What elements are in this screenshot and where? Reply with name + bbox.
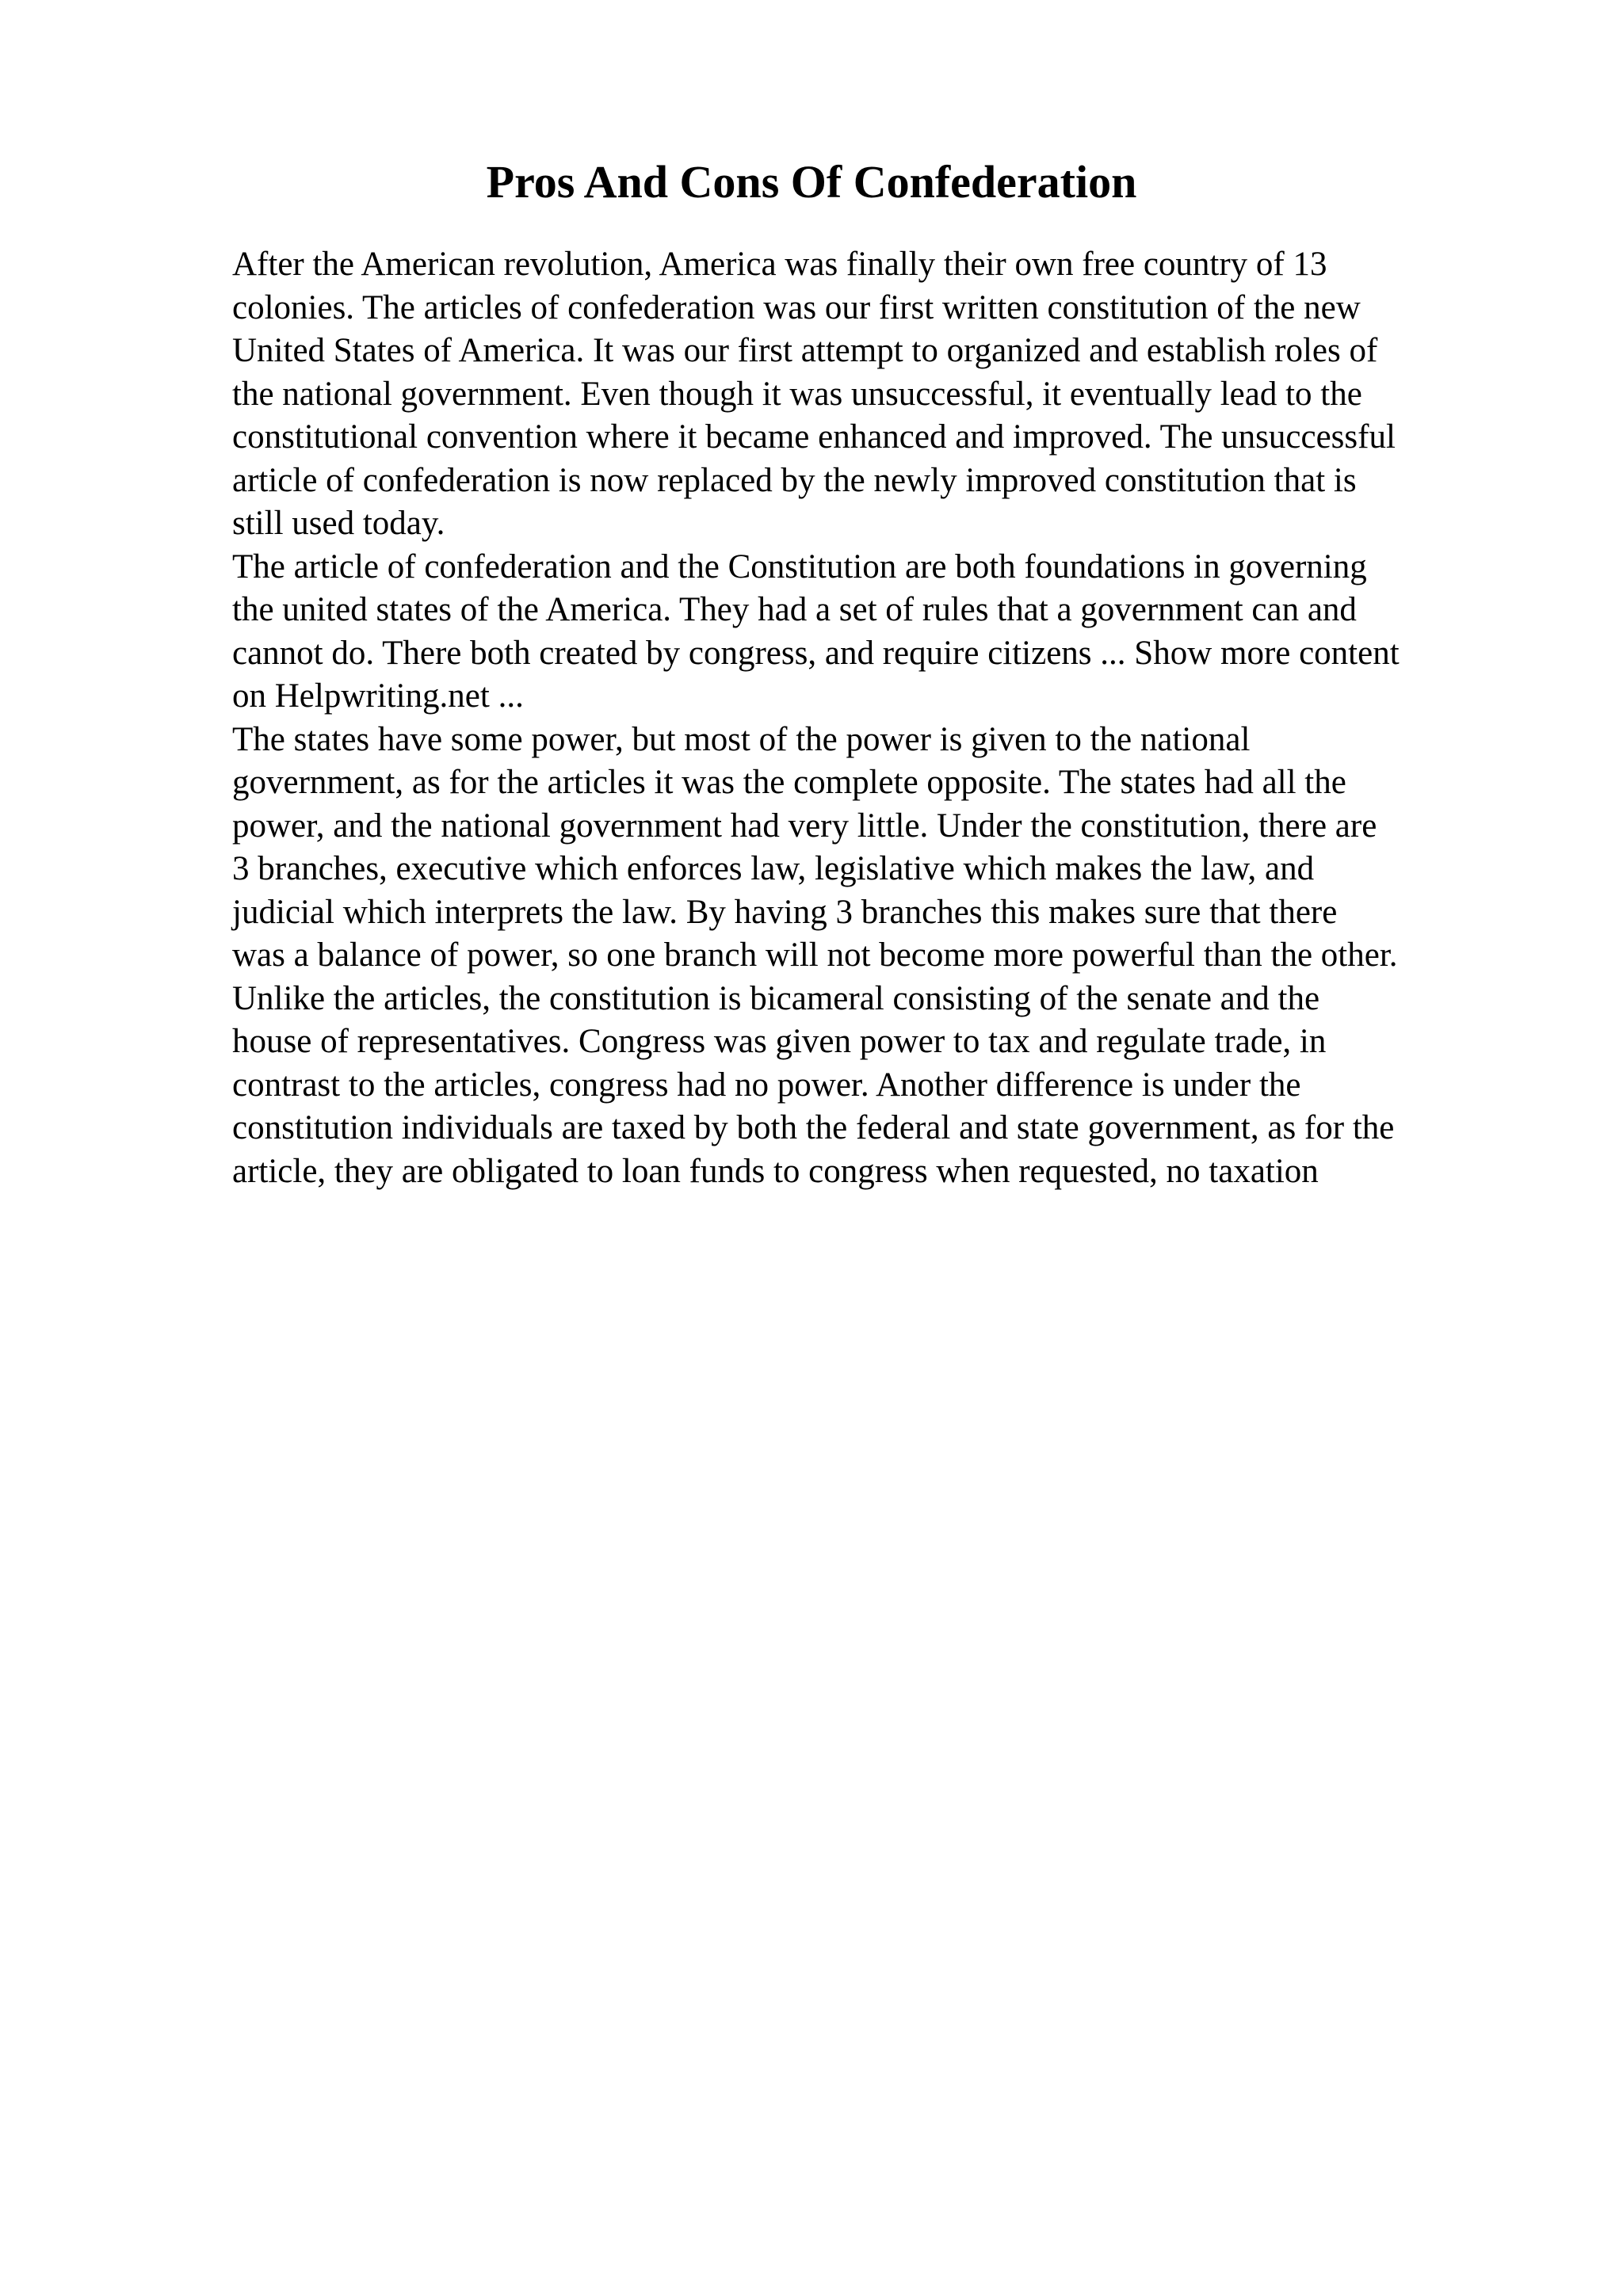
paragraph-line: The article of confederation and the Constitution are both foundations in governing xyxy=(232,547,1367,585)
paragraph-line: United States of America. It was our first attempt to organized and establish roles of xyxy=(232,332,1378,369)
paragraph-line: government, as for the articles it was the complete opposite. The states had all the xyxy=(232,764,1346,801)
paragraph-line: colonies. The articles of confederation was our first written constitution of the new xyxy=(232,288,1361,326)
document-title: Pros And Cons Of Confederation xyxy=(486,156,1137,208)
paragraph-line: After the American revolution, America was finally their own free country of 13 xyxy=(232,246,1327,283)
paragraph-line: house of representatives. Congress was given power to tax and regulate trade, in xyxy=(232,1023,1327,1060)
paragraph-line: 3 branches, executive which enforces law, legislative which makes the law, and xyxy=(232,850,1315,887)
paragraph-line: on Helpwriting.net ... xyxy=(232,677,524,715)
paragraph-line: judicial which interprets the law. By having 3 branches this makes sure that there xyxy=(232,893,1338,931)
paragraph-line: article of confederation is now replaced by the newly improved constitution that is xyxy=(232,461,1357,499)
paragraph-line: the national government. Even though it was unsuccessful, it eventually lead to the xyxy=(232,375,1362,413)
paragraph-1 xyxy=(232,243,1500,546)
paragraph-line: was a balance of power, so one branch will not become more powerful than the other. xyxy=(232,936,1398,974)
paragraph-3 xyxy=(232,719,1500,1194)
paragraph-line: still used today. xyxy=(232,505,445,542)
paragraph-line: constitution individuals are taxed by both the federal and state government, as for the xyxy=(232,1109,1395,1146)
paragraph-line: Unlike the articles, the constitution is bicameral consisting of the senate and the xyxy=(232,979,1320,1017)
paragraph-line: the united states of the America. They had a set of rules that a government can and xyxy=(232,591,1357,628)
paragraph-line: cannot do. There both created by congress, and require citizens ... Show more content xyxy=(232,634,1400,672)
paragraph-line: contrast to the articles, congress had no power. Another difference is under the xyxy=(232,1066,1301,1104)
paragraph-2 xyxy=(232,546,1500,719)
paragraph-line: constitutional convention where it became enhanced and improved. The unsuccessful xyxy=(232,418,1396,456)
paragraph-line: article, they are obligated to loan funds to congress when requested, no taxation xyxy=(232,1152,1319,1190)
paragraph-line: power, and the national government had very little. Under the constitution, there are xyxy=(232,807,1377,845)
paragraph-line: The states have some power, but most of the power is given to the national xyxy=(232,720,1251,758)
document-body xyxy=(232,243,1500,1193)
